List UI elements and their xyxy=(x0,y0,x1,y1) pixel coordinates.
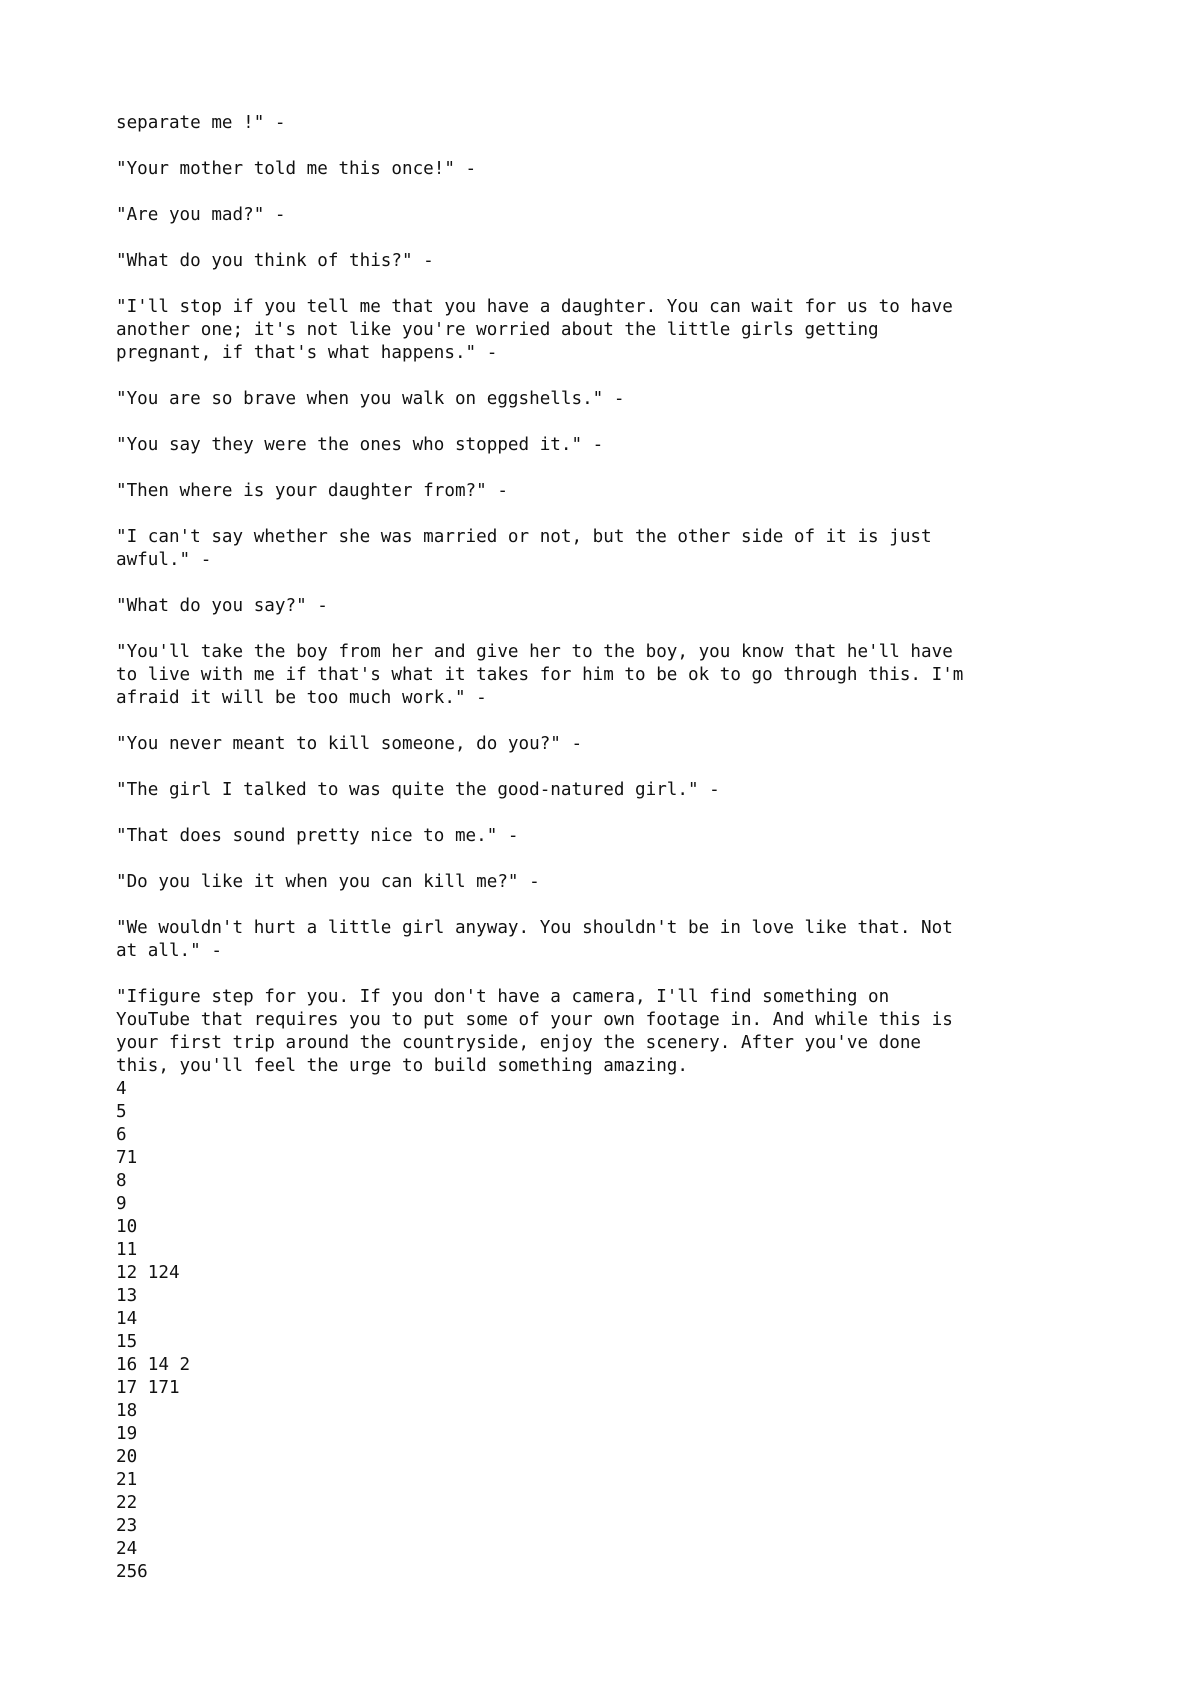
paragraph-16: "We wouldn't hurt a little girl anyway. You shouldn't be in love like that. Not at all." - xyxy=(116,918,953,961)
paragraph-1: separate me !" - xyxy=(116,113,286,133)
number-line: 21 xyxy=(116,1470,138,1490)
paragraph-9: "I can't say whether she was married or not, but the other side of it is just awful." - xyxy=(116,527,932,570)
number-line: 256 xyxy=(116,1562,148,1582)
paragraph-14: "That does sound pretty nice to me." - xyxy=(116,826,519,846)
number-line: 71 xyxy=(116,1148,138,1168)
number-line: 22 xyxy=(116,1493,138,1513)
paragraph-12: "You never meant to kill someone, do you?" - xyxy=(116,734,583,754)
number-line: 23 xyxy=(116,1516,138,1536)
number-line: 9 xyxy=(116,1194,127,1214)
number-list xyxy=(116,1078,1116,1584)
number-line: 8 xyxy=(116,1171,127,1191)
paragraph-7: "You say they were the ones who stopped it." - xyxy=(116,435,604,455)
number-line: 24 xyxy=(116,1539,138,1559)
number-line: 11 xyxy=(116,1240,138,1260)
paragraph-11: "You'll take the boy from her and give her to the boy, you know that he'll have to live with me if that's what it takes for him to be ok to go through this. I'm afraid it will be too much work." - xyxy=(116,642,964,708)
paragraph-2: "Your mother told me this once!" - xyxy=(116,159,477,179)
number-line: 13 xyxy=(116,1286,138,1306)
number-line: 6 xyxy=(116,1125,127,1145)
number-line: 14 xyxy=(116,1309,138,1329)
number-line: 5 xyxy=(116,1102,127,1122)
number-line: 19 xyxy=(116,1424,138,1444)
paragraph-13: "The girl I talked to was quite the good-natured girl." - xyxy=(116,780,720,800)
paragraph-6: "You are so brave when you walk on eggshells." - xyxy=(116,389,625,409)
number-line: 18 xyxy=(116,1401,138,1421)
number-line: 4 xyxy=(116,1079,127,1099)
paragraph-17: "Ifigure step for you. If you don't have a camera, I'll find something on YouTube that requires you to put some of your own footage in. And while this is your first trip around the countryside, enjoy the scenery. After you've done this, you'll feel the urge to build something amazing. xyxy=(116,987,953,1076)
number-line: 16 14 2 xyxy=(116,1355,191,1375)
number-line: 10 xyxy=(116,1217,138,1237)
number-line: 17 171 xyxy=(116,1378,180,1398)
paragraph-15: "Do you like it when you can kill me?" - xyxy=(116,872,540,892)
paragraph-5: "I'll stop if you tell me that you have a daughter. You can wait for us to have another one; it's not like you're worried about the little girls getting pregnant, if that's what happens." - xyxy=(116,297,953,363)
paragraph-8: "Then where is your daughter from?" - xyxy=(116,481,508,501)
document-page xyxy=(116,112,1116,1584)
paragraph-10: "What do you say?" - xyxy=(116,596,328,616)
number-line: 15 xyxy=(116,1332,138,1352)
number-line: 12 124 xyxy=(116,1263,180,1283)
paragraph-4: "What do you think of this?" - xyxy=(116,251,434,271)
number-line: 20 xyxy=(116,1447,138,1467)
paragraph-3: "Are you mad?" - xyxy=(116,205,286,225)
